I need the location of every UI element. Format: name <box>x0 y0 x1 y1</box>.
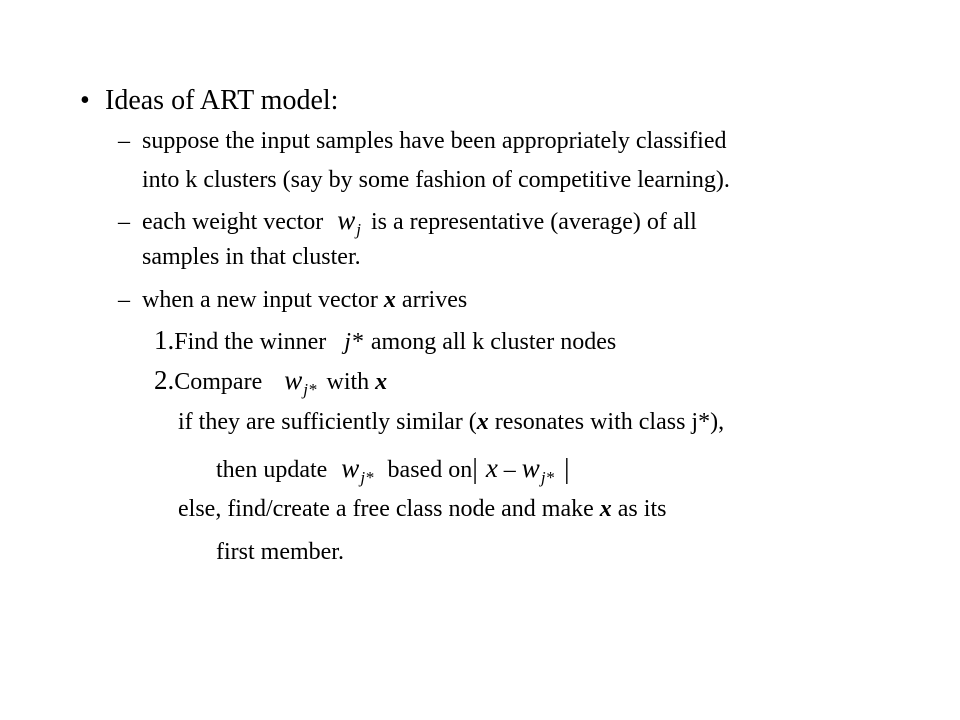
dash-marker: – <box>118 128 130 154</box>
sub-bullet-2-line2: samples in that cluster. <box>142 244 361 270</box>
weight-vector-math: $w_j$ <box>337 205 361 239</box>
bold-x: x <box>476 409 489 435</box>
step-1-after: among all k cluster nodes <box>370 329 617 355</box>
sub-bullet-1-line2: into k clusters (say by some fashion of competitive learning). <box>142 167 730 193</box>
dash-marker: – <box>118 209 130 235</box>
bold-x: x <box>375 369 388 395</box>
step-1-before: Find the winner <box>174 329 327 355</box>
step-1-number: 1. <box>154 325 175 355</box>
step-2-after: with <box>326 369 370 395</box>
main-bullet <box>80 87 338 115</box>
step-2 <box>154 365 388 399</box>
sub-bullet-1-line1: suppose the input samples have been appropriately classified <box>142 128 727 154</box>
update-weight-math: $w_{j*}$ <box>341 453 374 487</box>
winner-weight-math: $w_{j*}$ <box>284 365 317 399</box>
else-line2: first member. <box>216 539 344 565</box>
sub-bullet-3 <box>118 288 467 312</box>
then-mid: based on <box>387 457 473 483</box>
bold-x: x <box>383 287 396 313</box>
bold-x: x <box>599 496 612 522</box>
winner-math: j* <box>344 329 363 355</box>
step-2-number: 2. <box>154 365 175 395</box>
then-update-line <box>216 453 570 487</box>
step-2-before: Compare <box>174 369 263 395</box>
condition-after: resonates with class j*), <box>494 409 725 435</box>
then-before: then update <box>216 457 328 483</box>
sub-bullet-2-before: each weight vector <box>142 209 324 235</box>
sub-bullet-1 <box>118 129 727 153</box>
sub-bullet-2 <box>118 205 697 239</box>
sub-bullet-3-after: arrives <box>401 287 468 313</box>
sub-bullet-3-text: when a new input vector <box>142 287 378 313</box>
step-1 <box>154 327 616 354</box>
else-after: as its <box>617 496 667 522</box>
condition-before: if they are sufficiently similar ( <box>178 409 477 435</box>
else-before: else, find/create a free class node and make <box>178 496 594 522</box>
else-line <box>178 497 666 521</box>
sub-bullet-2-after: is a representative (average) of all <box>371 209 697 235</box>
dash-marker: – <box>118 287 130 313</box>
bullet-dot: • <box>80 85 90 116</box>
condition-line <box>178 410 724 434</box>
difference-expression: | x – $w_{j*}$ | <box>472 453 570 487</box>
main-bullet-text: Ideas of ART model: <box>105 85 339 116</box>
